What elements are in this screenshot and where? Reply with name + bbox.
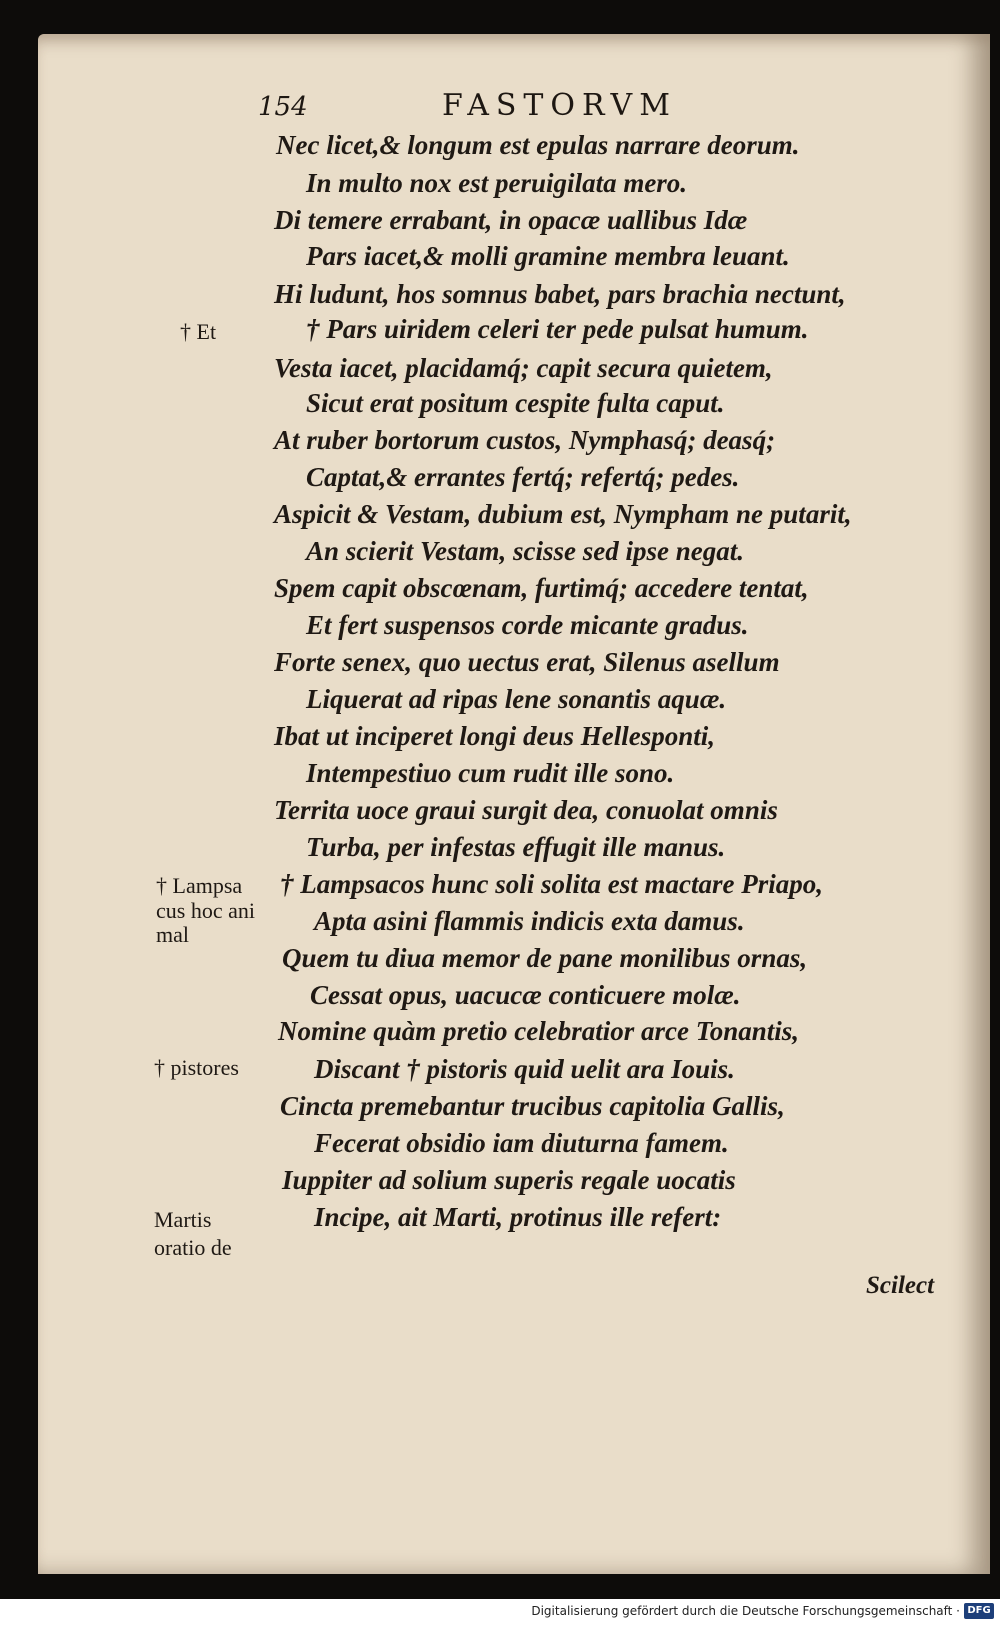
verse-line: Aspicit & Vestam, dubium est, Nympham ne putarit,: [274, 499, 852, 529]
verse-line: Apta asini flammis indicis exta damus.: [314, 906, 745, 936]
verse-line: Incipe, ait Marti, protinus ille refert:: [314, 1202, 722, 1232]
verse-line: Turba, per infestas effugit ille manus.: [306, 832, 726, 862]
running-title: FASTORVM: [442, 88, 677, 123]
verse-line: Et fert suspensos corde micante gradus.: [306, 610, 749, 640]
verse-line: An scierit Vestam, scisse sed ipse negat.: [306, 536, 744, 566]
verse-line: Pars iacet,& molli gramine membra leuant.: [306, 241, 790, 271]
verse-line: Di temere errabant, in opacæ uallibus Idæ: [274, 205, 748, 235]
page-number: 154: [258, 92, 308, 122]
verse-line: Sicut erat positum cespite fulta caput.: [306, 388, 725, 418]
dfg-logo-icon: DFG: [964, 1603, 994, 1619]
verse-line: Territa uoce graui surgit dea, conuolat omnis: [274, 795, 778, 825]
verse-line: In multo nox est peruigilata mero.: [306, 168, 688, 198]
verse-line: Cincta premebantur trucibus capitolia Gallis,: [280, 1091, 785, 1121]
verse-line: † Lampsacos hunc soli solita est mactare Priapo,: [280, 869, 824, 899]
margin-note: oratio de: [154, 1235, 232, 1260]
verse-line: Forte senex, quo uectus erat, Silenus asellum: [274, 647, 780, 677]
verse-line: Liquerat ad ripas lene sonantis aquæ.: [306, 684, 727, 714]
footer-credit: Digitalisierung gefördert durch die Deutsche Forschungsgemeinschaft ·: [531, 1604, 960, 1618]
verse-line: Captat,& errantes fertq́; refertq́; pedes.: [306, 462, 740, 492]
verse-line: Fecerat obsidio iam diuturna famem.: [314, 1128, 729, 1158]
verse-line: Hi ludunt, hos somnus babet, pars brachia nectunt,: [274, 279, 846, 309]
margin-note: † Et: [180, 319, 217, 344]
verse-line: Nomine quàm pretio celebratior arce Tonantis,: [278, 1016, 800, 1046]
margin-note: cus hoc ani: [156, 898, 255, 923]
verse-line: Vesta iacet, placidamq́; capit secura quietem,: [274, 353, 773, 383]
margin-note: mal: [156, 922, 189, 947]
margin-note: † pistores: [154, 1055, 239, 1080]
margin-note: † Lampsa: [156, 873, 243, 898]
verse-line: Spem capit obscœnam, furtimq́; accedere tentat,: [274, 573, 809, 603]
catchword: Scilect: [866, 1272, 935, 1299]
verse-line: Ibat ut inciperet longi deus Hellesponti,: [274, 721, 716, 751]
page-header: [0, 64, 1000, 123]
verse-line: Nec licet,& longum est epulas narrare deorum.: [276, 130, 800, 160]
verse-line: Iuppiter ad solium superis regale uocatis: [282, 1165, 736, 1195]
verse-line: Cessat opus, uacucæ conticuere molæ.: [310, 980, 741, 1010]
verse-line: Discant † pistoris quid uelit ara Iouis.: [314, 1054, 735, 1084]
verse-line: At ruber bortorum custos, Nymphasq́; deasq́;: [274, 425, 776, 455]
verse-line: † Pars uiridem celeri ter pede pulsat humum.: [306, 314, 809, 344]
margin-note: Martis: [154, 1207, 212, 1232]
verse-line: Intempestiuo cum rudit ille sono.: [306, 758, 675, 788]
verse-line: Quem tu diua memor de pane monilibus ornas,: [282, 943, 808, 973]
digitization-footer: [0, 1599, 1000, 1626]
